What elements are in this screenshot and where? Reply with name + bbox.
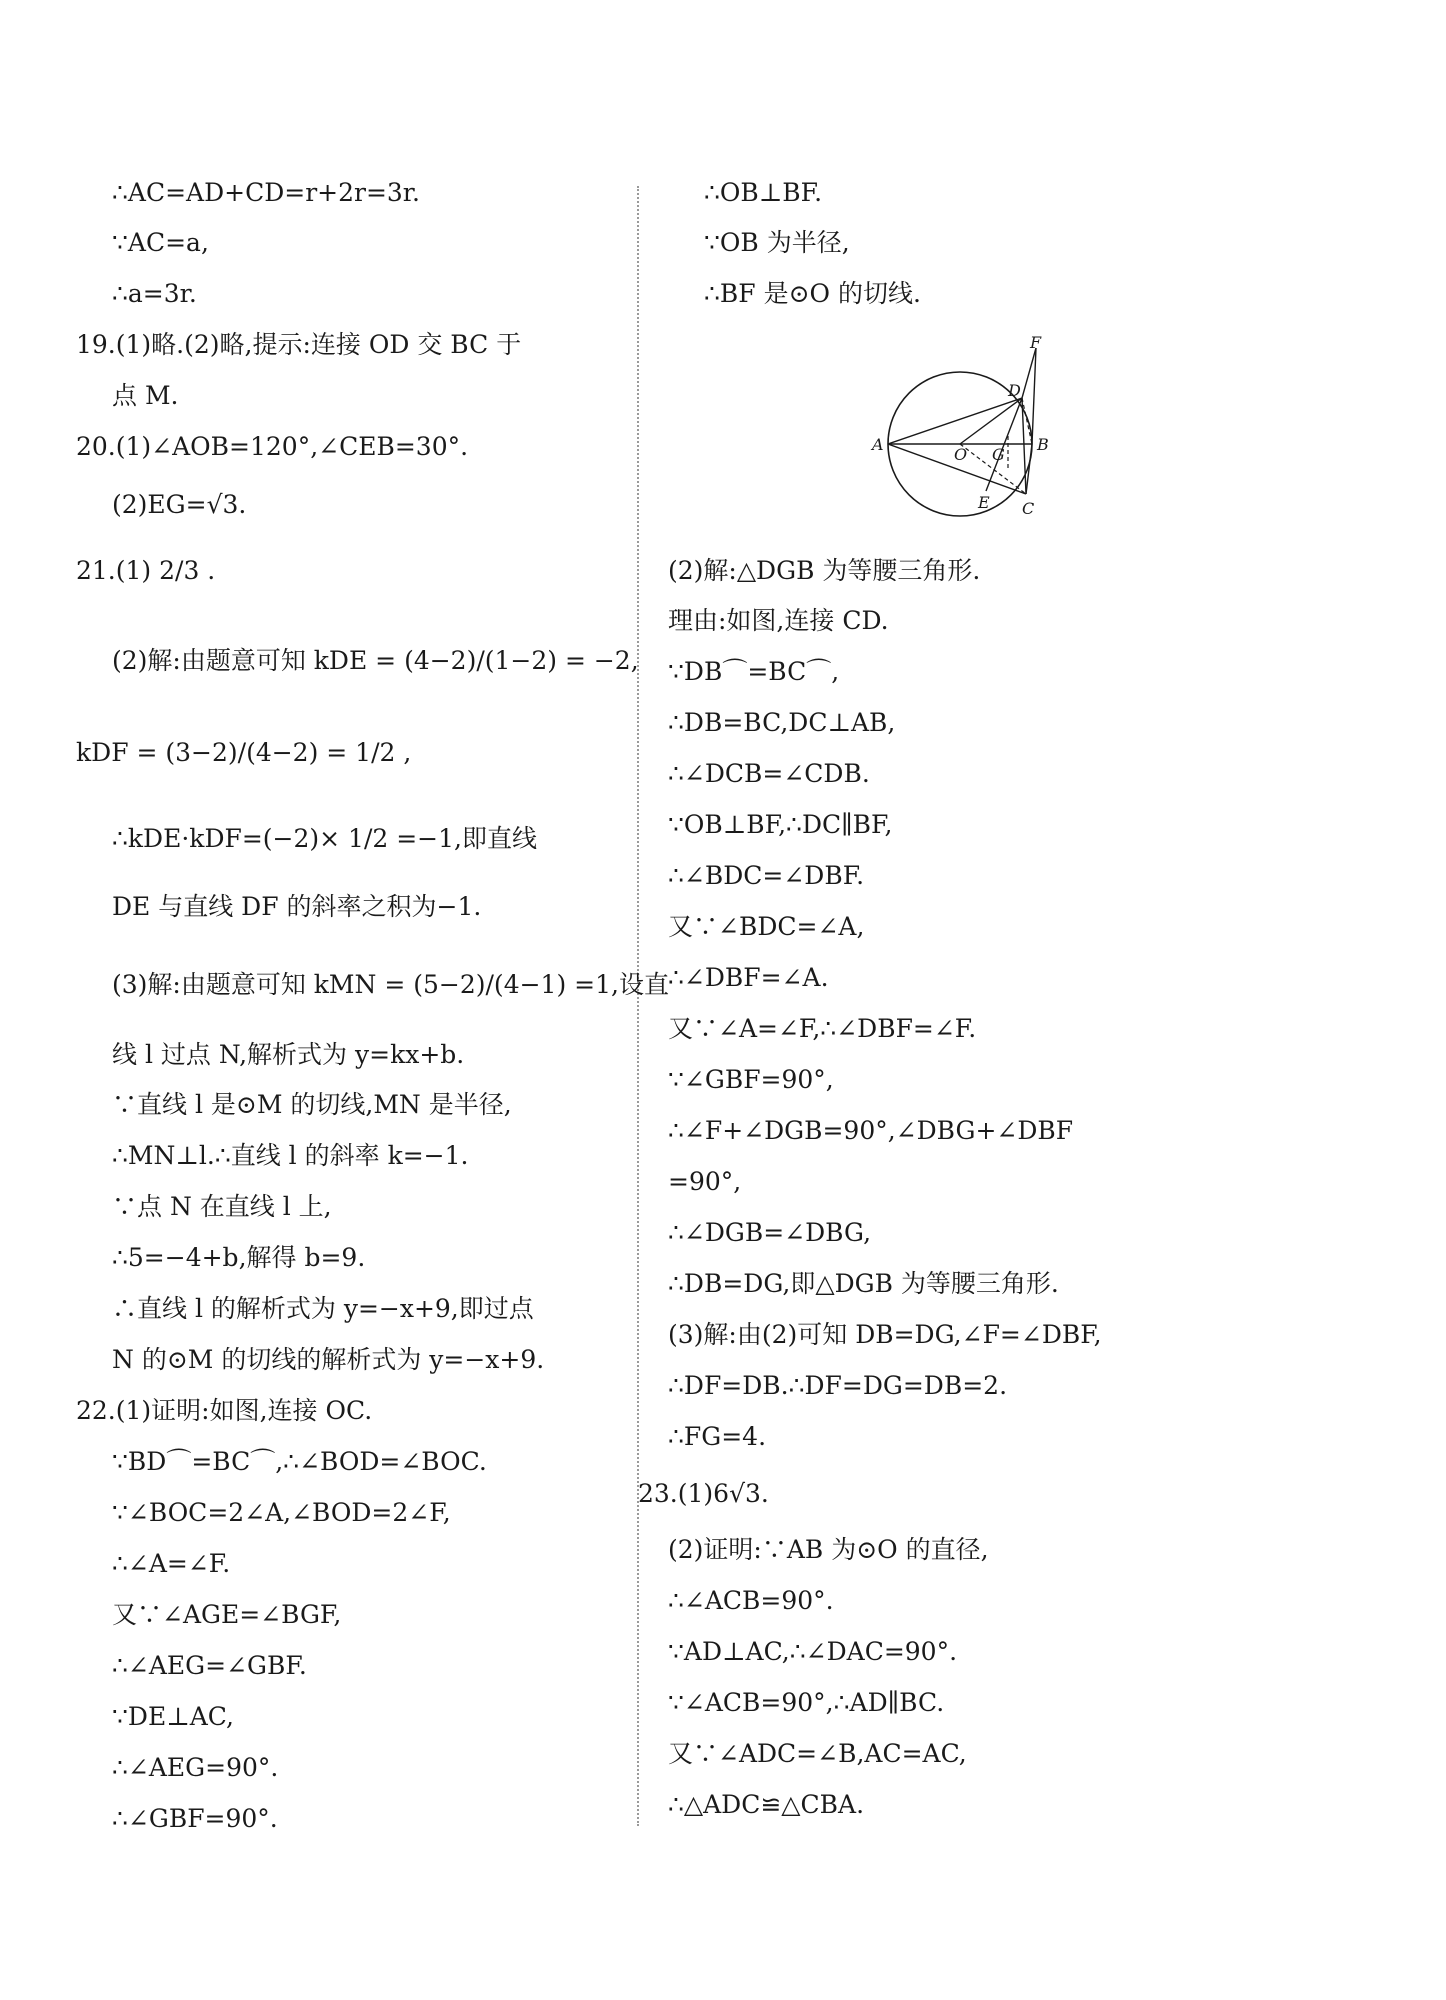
text-line: ∴∠F+∠DGB=90°,∠DBG+∠DBF [668,1116,1074,1145]
text-line: 20.(1)∠AOB=120°,∠CEB=30°. [76,432,469,461]
label-a: A [872,435,884,454]
text-line: ∵直线 l 是⊙M 的切线,MN 是半径, [112,1090,512,1119]
text-line: ∴BF 是⊙O 的切线. [704,279,921,308]
label-b: B [1037,435,1049,454]
text-line: ∴∠ACB=90°. [668,1586,834,1615]
text-line: ∴a=3r. [112,279,197,308]
text-line: ∴MN⊥l.∴直线 l 的斜率 k=−1. [112,1141,469,1170]
text-line: ∴DB=DG,即△DGB 为等腰三角形. [668,1269,1059,1298]
text-line: 又∵∠AGE=∠BGF, [112,1600,342,1629]
text-line: ∴∠DCB=∠CDB. [668,759,870,788]
text-line: (3)解:由(2)可知 DB=DG,∠F=∠DBF, [668,1320,1102,1349]
circle-geometry-figure [858,336,1058,536]
text-line: (2)解:△DGB 为等腰三角形. [668,556,981,585]
text-line: 23.(1)6√3. [638,1479,769,1508]
text-line: ∴DF=DB.∴DF=DG=DB=2. [668,1371,1008,1400]
text-line: ∴kDE·kDF=(−2)× 1/2 =−1,即直线 [112,824,537,853]
text-line: ∵DE⊥AC, [112,1702,234,1731]
text-line: ∴△ADC≌△CBA. [668,1790,865,1819]
text-line: N 的⊙M 的切线的解析式为 y=−x+9. [112,1345,545,1374]
text-line: 22.(1)证明:如图,连接 OC. [76,1396,373,1425]
text-line: ∴∠GBF=90°. [112,1804,278,1833]
label-o: O [954,445,968,464]
text-line: kDF = (3−2)/(4−2) = 1/2 , [76,738,412,767]
text-line: ∵∠GBF=90°, [668,1065,834,1094]
text-line: 又∵∠A=∠F,∴∠DBF=∠F. [668,1014,977,1043]
text-line: ∴∠DGB=∠DBG, [668,1218,872,1247]
text-line: 线 l 过点 N,解析式为 y=kx+b. [112,1040,465,1069]
text-line: 理由:如图,连接 CD. [668,606,889,635]
text-line: =90°, [668,1167,742,1196]
label-f: F [1030,336,1042,352]
text-line: ∵AD⊥AC,∴∠DAC=90°. [668,1637,958,1666]
text-line: 21.(1) 2/3 . [76,556,216,585]
label-e: E [978,493,990,512]
segment-ad [888,398,1022,444]
text-line: (2)证明:∵AB 为⊙O 的直径, [668,1535,989,1564]
text-line: ∴OB⊥BF. [704,178,823,207]
text-line: ∵DB⌒=BC⌒, [668,657,840,686]
text-line: ∵AC=a, [112,228,209,257]
text-line: ∴∠AEG=90°. [112,1753,279,1782]
text-line: ∵点 N 在直线 l 上, [112,1192,332,1221]
text-line: ∴直线 l 的解析式为 y=−x+9,即过点 [112,1294,534,1323]
text-line: ∴AC=AD+CD=r+2r=3r. [112,178,420,207]
text-line: ∴∠DBF=∠A. [668,963,829,992]
label-c: C [1022,499,1035,518]
label-d: D [1008,381,1021,400]
text-line: ∵OB⊥BF,∴DC∥BF, [668,810,893,839]
text-line: ∵BD⌒=BC⌒,∴∠BOD=∠BOC. [112,1447,487,1476]
text-line: (2)EG=√3. [112,490,247,519]
text-line: ∴∠AEG=∠GBF. [112,1651,307,1680]
text-line: (3)解:由题意可知 kMN = (5−2)/(4−1) =1,设直 [112,970,669,999]
text-line: ∴DB=BC,DC⊥AB, [668,708,896,737]
text-line: ∴∠A=∠F. [112,1549,231,1578]
text-line: 19.(1)略.(2)略,提示:连接 OD 交 BC 于 [76,330,522,359]
text-line: 又∵∠BDC=∠A, [668,912,865,941]
text-line: 又∵∠ADC=∠B,AC=AC, [668,1739,967,1768]
text-line: ∴∠BDC=∠DBF. [668,861,865,890]
text-line: ∵∠BOC=2∠A,∠BOD=2∠F, [112,1498,451,1527]
text-line: ∵∠ACB=90°,∴AD∥BC. [668,1688,945,1717]
text-line: 点 M. [112,381,179,410]
text-line: ∵OB 为半径, [704,228,850,257]
text-line: ∴5=−4+b,解得 b=9. [112,1243,366,1272]
column-divider [637,186,639,1826]
label-g: G [992,445,1005,464]
text-line: DE 与直线 DF 的斜率之积为−1. [112,892,482,921]
text-line: ∴FG=4. [668,1422,767,1451]
text-line: (2)解:由题意可知 kDE = (4−2)/(1−2) = −2, [112,646,639,675]
